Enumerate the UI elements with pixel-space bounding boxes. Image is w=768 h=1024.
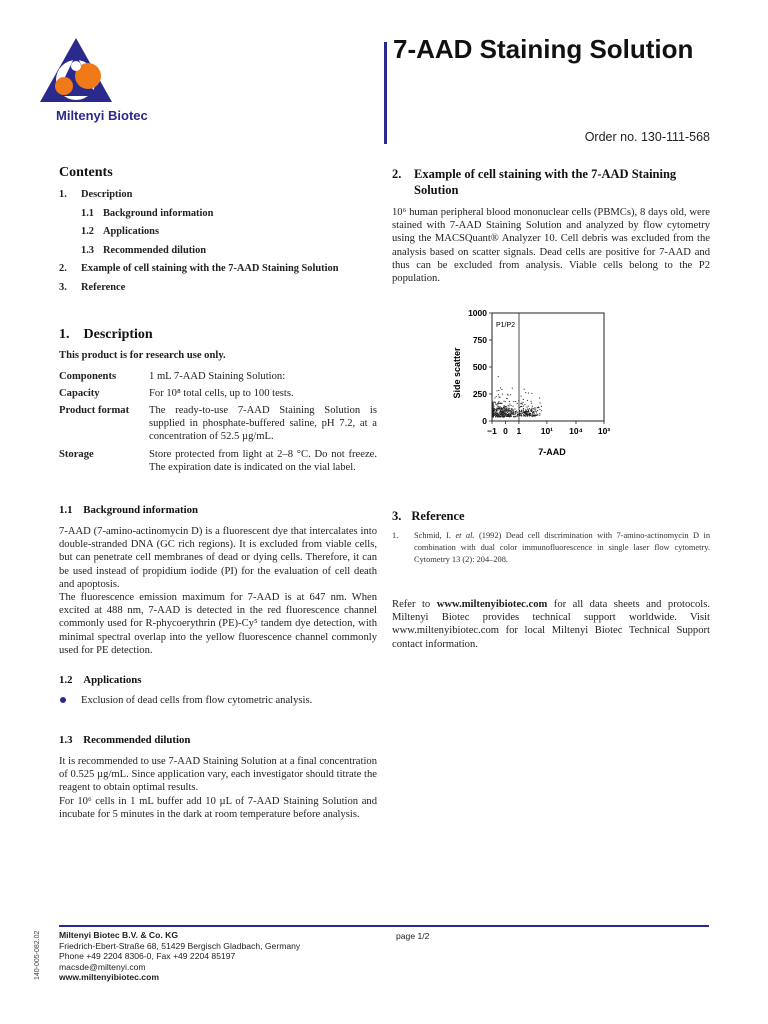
data-point [534,409,535,410]
x-axis-label: 7-AAD [538,447,566,457]
data-point [503,412,504,413]
data-point [499,408,500,409]
data-point [499,397,500,398]
data-point [520,406,521,407]
y-tick-label: 0 [482,416,487,426]
toc-item[interactable]: 2. Example of cell staining with the 7-AAD Staining Solution [59,263,339,274]
data-point [501,403,502,404]
data-point [499,412,500,413]
data-point [541,406,542,407]
data-point [531,403,532,404]
data-point [499,416,500,417]
background-heading: 1.1 Background information [59,504,198,516]
data-point [521,406,522,407]
data-point [528,393,529,394]
data-point [511,405,512,406]
data-point [501,411,502,412]
data-point [528,410,529,411]
dilution-paragraph-1: It is recommended to use 7-AAD Staining Solution at a final concentration of 0.525 µg/mL. Since application vary, each investigator should titrate the reagent to obtain optimal results. [59,756,377,794]
footer-divider [59,925,709,927]
toc-item[interactable]: 1.2 Applications [81,226,160,237]
data-point [525,413,526,414]
data-point [501,413,502,414]
data-point [531,401,532,402]
data-point [504,415,505,416]
data-point [515,411,516,412]
data-point [515,413,516,414]
data-point [529,414,530,415]
y-ticks [468,308,492,426]
data-point [508,416,509,417]
data-point [502,412,503,413]
data-point [523,411,524,412]
data-point [523,406,524,407]
dilution-heading: 1.3 Recommended dilution [59,734,191,746]
data-point [510,414,511,415]
data-point [527,400,528,401]
data-point [531,411,532,412]
data-point [504,401,505,402]
data-point [515,401,516,402]
data-point [533,408,534,409]
contents-heading: Contents [59,165,113,180]
data-point [527,415,528,416]
data-point [506,411,507,412]
data-point [539,409,540,410]
data-point [529,414,530,415]
data-point [512,411,513,412]
data-point [501,389,502,390]
data-point [508,395,509,396]
data-point [495,414,496,415]
data-point [519,411,520,412]
data-point [530,413,531,414]
data-point [503,415,504,416]
data-point [493,411,494,412]
x-ticks [487,421,610,436]
data-point [521,414,522,415]
data-point [509,416,510,417]
data-point [493,403,494,404]
data-point [533,415,534,416]
data-point [496,404,497,405]
data-point [498,414,499,415]
background-paragraph-2: The fluorescence emission maximum for 7-AAD is at 647 nm. When excited at 488 nm, 7-AAD is detected in the red fluorescence channel commonly used for R-phycoerythrin (PE)-Cy⁵ tandem dye detection, with minimal spectral overlap into the yellow fluorescence channel commonly used for PE detection. [59,592,377,656]
data-point [498,408,499,409]
applications-heading: 1.2 Applications [59,674,142,686]
toc-item[interactable]: 3. Reference [59,282,126,293]
data-point [536,413,537,414]
data-point [531,409,532,410]
footer-phone: Phone +49 2204 8306-0, Fax +49 2204 85197 [59,951,236,961]
data-point [527,409,528,410]
data-point [535,409,536,410]
plot-frame [492,313,604,421]
data-point [524,404,525,405]
data-point [515,412,516,413]
data-point [529,408,530,409]
data-point [512,388,513,389]
capacity-row: Capacity For 10⁸ total cells, up to 100 tests. [59,388,294,399]
data-point [528,411,529,412]
data-point [524,412,525,413]
data-point [513,401,514,402]
data-point [540,403,541,404]
data-point [511,411,512,412]
data-point [533,411,534,412]
data-point [496,412,497,413]
data-point [509,410,510,411]
toc-item[interactable]: 1.1 Background information [81,208,214,219]
product-format-row: Product format The ready-to-use 7-AAD Staining Solution is supplied in phosphate-buffered saline, pH 7.2, at a concentration of 52.5 µg/mL. [59,405,377,443]
data-point [514,414,515,415]
data-point [511,416,512,417]
data-point [513,410,514,411]
description-heading: 1. Description [59,327,153,342]
data-point [506,416,507,417]
data-point [494,409,495,410]
data-point [497,416,498,417]
data-point [502,394,503,395]
reference-heading: 3. Reference [392,509,465,523]
footer-street: Friedrich-Ebert-Straße 68, 51429 Bergisch Gladbach, Germany [59,940,301,951]
data-point [524,389,525,390]
footer-address [59,930,300,983]
data-point [521,396,522,397]
data-point [510,394,511,395]
data-point [507,412,508,413]
y-tick-label: 250 [472,389,487,399]
data-point [516,411,517,412]
data-point [493,416,494,417]
data-point [501,415,502,416]
miltenyi-logo-icon [38,36,114,106]
data-point [535,408,536,409]
data-point [504,410,505,411]
data-point [493,402,494,403]
y-tick-label: 750 [472,335,487,345]
data-point [528,406,529,407]
data-point [521,411,522,412]
data-point [503,407,504,408]
data-point [508,415,509,416]
data-point [493,405,494,406]
data-point [520,415,521,416]
data-point [509,404,510,405]
data-point [519,410,520,411]
data-point [498,390,499,391]
x-tick-label: 10⁴ [569,426,583,436]
x-tick-label: 10¹ [540,426,554,436]
data-point [517,403,518,404]
page-number: page 1/2 [396,931,430,941]
data-point [525,392,526,393]
data-point [504,416,505,417]
data-point [516,416,517,417]
data-point [493,409,494,410]
research-only-note: This product is for research use only. [59,350,226,361]
data-point [519,413,520,414]
data-point [497,408,498,409]
data-point [523,408,524,409]
footer-web[interactable]: www.miltenyibiotec.com [59,972,159,982]
data-point [496,396,497,397]
data-point [500,403,501,404]
data-point [520,403,521,404]
application-item: Exclusion of dead cells from flow cytometric analysis. [81,695,313,706]
data-point [527,412,528,413]
brand-name: Miltenyi Biotec [56,108,148,123]
data-point [519,407,520,408]
data-point [496,413,497,414]
data-point [506,409,507,410]
data-point [508,411,509,412]
data-point [539,415,540,416]
data-point [532,416,533,417]
data-point [539,398,540,399]
order-number: Order no. 130-111-568 [584,130,710,144]
title-divider [384,42,387,144]
gate-label: P1/P2 [496,322,516,329]
y-tick-label: 500 [472,362,487,372]
data-point [493,415,494,416]
data-point [498,376,499,377]
data-point [505,408,506,409]
refer-paragraph: Refer to www.miltenyibiotec.com for all data sheets and protocols. Miltenyi Biotec provides technical support worldwide. Visit www.miltenyibiotec.com for local Miltenyi Biotec Technical Support contact information. [392,599,710,650]
y-axis-label: Side scatter [452,347,462,399]
data-point [502,410,503,411]
data-point [510,412,511,413]
data-point [513,406,514,407]
data-point [523,410,524,411]
data-point [507,394,508,395]
data-point [523,416,524,417]
data-point [494,414,495,415]
data-point [526,416,527,417]
data-point [497,415,498,416]
data-point [515,416,516,417]
data-point [501,409,502,410]
data-point [522,404,523,405]
data-point [524,415,525,416]
data-point [541,410,542,411]
data-point [498,403,499,404]
data-point [534,415,535,416]
data-point [525,414,526,415]
data-point [532,393,533,394]
data-point [497,409,498,410]
data-point [531,408,532,409]
data-point [514,409,515,410]
data-point [499,397,500,398]
data-point [523,402,524,403]
data-point [517,414,518,415]
data-point [501,414,502,415]
data-point [535,416,536,417]
data-point [501,407,502,408]
data-point [512,414,513,415]
data-point [504,412,505,413]
reference-item: 1. Schmid, I. et al. (1992) Dead cell discrimination with 7-amino-actinomycin D in combination with dual color immunofluorescence in single laser flow cytometry. Cytometry 13 (2): 204–208. [392,531,711,564]
website-link[interactable]: www.miltenyibiotec.com [436,599,548,610]
data-point [500,387,501,388]
data-point [532,406,533,407]
data-point [507,409,508,410]
data-point [512,408,513,409]
background-paragraph-1: 7-AAD (7-amino-actinomycin D) is a fluorescent dye that intercalates into double-stranded DNA (GC rich regions). It is excluded from viable cells, but can penetrate cell membranes of dead or dying cells. Therefore, it can be used instead of propidium iodide (PI) for the evaluation of cell death and apoptosis. [59,526,377,590]
footer-email[interactable]: macsde@miltenyi.com [59,961,146,972]
data-point [495,417,496,418]
data-point [526,410,527,411]
data-point [505,401,506,402]
bullet-icon [60,697,66,703]
x-tick-label: 10³ [597,426,611,436]
data-point [512,410,513,411]
toc-item[interactable]: 1.3 Recommended dilution [81,245,207,256]
data-point [510,415,511,416]
data-point [508,409,509,410]
data-point [497,410,498,411]
example-paragraph: 10⁶ human peripheral blood mononuclear cells (PBMCs), 8 days old, were stained with 7-AAD Staining Solution and analyzed by flow cytometry using the MACSQuant® Analyzer 10. Cell debris was excluded from the analysis based on scatter signals. Dead cells are positive for 7-AAD and thus can be excluded from analysis. Viable cells belong to the P2 population. [392,207,710,285]
data-point [493,413,494,414]
data-point [525,409,526,410]
x-tick-label: 0 [503,426,508,436]
data-point [493,404,494,405]
data-point [497,403,498,404]
data-point [498,394,499,395]
data-point [500,416,501,417]
data-point [534,413,535,414]
data-point [495,398,496,399]
data-point [521,410,522,411]
data-point [538,407,539,408]
data-point [519,415,520,416]
data-point [507,416,508,417]
y-tick-label: 1000 [468,308,487,318]
data-point [513,416,514,417]
data-point [509,415,510,416]
data-point [504,405,505,406]
data-point [498,402,499,403]
data-point [512,413,513,414]
data-point [498,415,499,416]
data-point [532,409,533,410]
data-point [509,408,510,409]
data-point [498,401,499,402]
data-point [498,406,499,407]
data-point [517,415,518,416]
data-point [509,406,510,407]
data-point [503,417,504,418]
data-point [521,413,522,414]
data-point [505,414,506,415]
data-point [523,399,524,400]
data-point [537,407,538,408]
data-point [500,411,501,412]
scatter-plot [448,303,628,463]
data-point [537,410,538,411]
data-point [500,406,501,407]
page-title: 7-AAD Staining Solution [393,34,694,64]
data-point [505,415,506,416]
data-point [532,412,533,413]
data-point [536,411,537,412]
toc-item[interactable]: 1. Description [59,189,133,200]
x-tick-label: −1 [487,426,497,436]
example-heading: 2. Example of cell staining with the 7-AAD Staining Solution [392,167,677,197]
storage-row: Storage Store protected from light at 2–8 °C. Do not freeze. The expiration date is indicated on the vial label. [59,449,377,474]
data-point [507,398,508,399]
data-point [497,414,498,415]
dilution-paragraph-2: For 10⁶ cells in 1 mL buffer add 10 µL of 7-AAD Staining Solution and incubate for 5 minutes in the dark at room temperature before analysis. [59,796,377,821]
data-point [538,415,539,416]
data-point [509,401,510,402]
data-point [518,400,519,401]
data-point [497,390,498,391]
data-point [527,407,528,408]
data-point [494,406,495,407]
x-tick-label: 1 [516,426,522,436]
data-point [517,412,518,413]
data-point [494,402,495,403]
data-point [505,406,506,407]
data-point [539,413,540,414]
components-row: Components 1 mL 7-AAD Staining Solution: [59,371,286,382]
footer-company: Miltenyi Biotec B.V. & Co. KG [59,930,179,940]
data-point [534,408,535,409]
document-code: 140-005-082.02 [34,930,41,980]
data-point [508,413,509,414]
